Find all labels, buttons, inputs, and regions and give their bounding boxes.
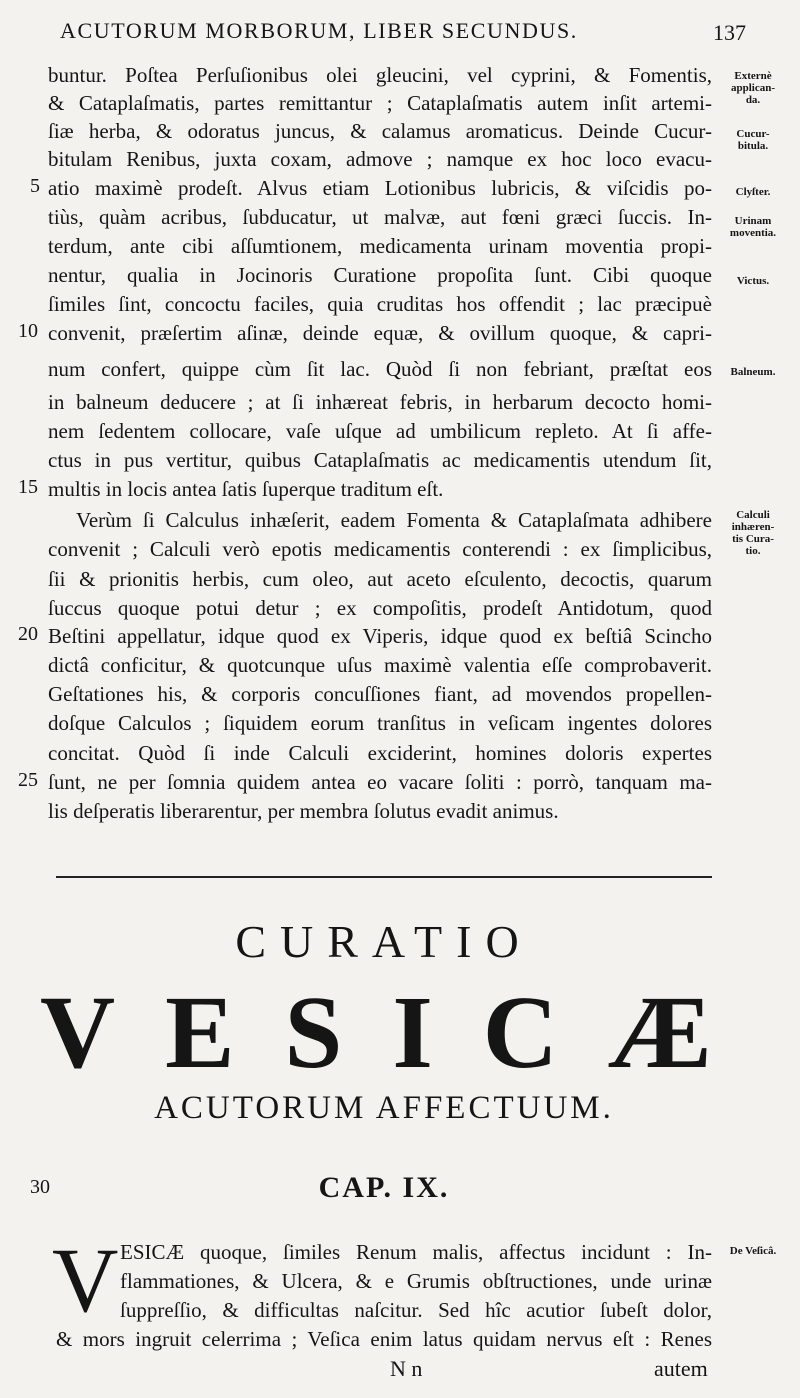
catchword: autem (654, 1356, 708, 1381)
side-note: Balneum. (730, 366, 776, 378)
body-line: concitat. Quòd ſi inde Calculi exciderint, homines doloris expertes (48, 741, 712, 765)
line-number: 5 (30, 175, 40, 197)
body-line: ſunt, ne per ſomnia quidem antea eo vacare ſoliti : porrò, tanquam ma- (48, 770, 712, 794)
line-number: 15 (18, 476, 38, 498)
body-line: Verùm ſi Calculus inhæſerit, eadem Fomenta & Cataplaſmata adhibere (76, 508, 712, 532)
body-line: lis deſperatis liberarentur, per membra ſolutus evadit animus. (48, 799, 559, 823)
body-line: ſimiles ſint, concoctu faciles, quia cruditas hos offendit ; lac præcipuè (48, 292, 712, 316)
body-line: bitulam Renibus, juxta coxam, admove ; namque ex hoc loco evacu- (48, 147, 712, 171)
body-line: convenit, præſertim aſinæ, deinde equæ, & ovillum quoque, & capri- (48, 321, 712, 345)
body-line: & Cataplaſmatis, partes remittantur ; Cataplaſmatis autem inſit artemi- (48, 91, 712, 115)
body-line: ſiæ herba, & odoratus juncus, & calamus aromaticus. Deinde Cucur- (48, 119, 712, 143)
chapter-line: & mors ingruit celerrima ; Veſica enim latus quidam nervus eſt : Renes (56, 1327, 712, 1351)
side-note: Externè applican- da. (730, 70, 775, 106)
body-line: ſuccus quoque potui detur ; ex compoſitis, prodeſt Antidotum, quod (48, 596, 712, 620)
body-line: buntur. Poſtea Perſuſionibus olei gleucini, vel cyprini, & Fomentis, (48, 63, 712, 87)
chapter-line: ſuppreſſio, & difficultas naſcitur. Sed hîc acutior ſubeſt dolor, (120, 1298, 712, 1322)
body-line: convenit ; Calculi verò epotis medicamentis conterendi : ex ſimplicibus, (48, 537, 712, 561)
body-line: tiùs, quàm acribus, ſubducatur, ut malvæ, aut fœni græci ſuccis. In- (48, 205, 712, 229)
chapter-title-line-3: ACUTORUM AFFECTUUM. (154, 1090, 614, 1126)
body-line: doſque Calculos ; ſiquidem eorum tranſitus in veſicam ingentes dolores (48, 711, 712, 735)
side-note: Victus. (736, 275, 770, 287)
running-head: ACUTORUM MORBORUM, LIBER SECUNDUS. (60, 18, 578, 43)
body-line: Geſtationes his, & corporis concuſſiones fiant, ad movendos propellen- (48, 682, 712, 706)
body-line: ctus in pus vertitur, quibus Cataplaſmatis ac medicamentis utendum ſit, (48, 448, 712, 472)
page-number: 137 (713, 20, 746, 45)
chapter-title-line-1: CURATIO (235, 916, 533, 967)
divider-rule (56, 876, 712, 878)
side-note: Urinam moventia. (729, 215, 777, 239)
body-line: terdum, ante cibi aſſumtionem, medicamenta urinam moventia propi- (48, 234, 712, 258)
body-line: ſii & prionitis herbis, cum oleo, aut aceto eſculento, decoctis, quarum (48, 567, 712, 591)
chapter-line: flammationes, & Ulcera, & e Grumis obſtructiones, unde urinæ (120, 1269, 712, 1293)
drop-cap: V (52, 1229, 119, 1331)
body-line: in balneum deducere ; at ſi inhæreat febris, in herbarum decocto homi- (48, 390, 712, 414)
body-line: multis in locis antea ſatis ſuperque traditum eſt. (48, 477, 444, 501)
body-line: nem ſedentem collocare, vaſe uſque ad umbilicum repleto. At ſi affe- (48, 419, 712, 443)
body-line: dictâ conficitur, & quotcunque uſus maximè valentia eſſe comprobaverit. (48, 653, 712, 677)
line-number: 20 (18, 623, 38, 645)
body-line: nentur, qualia in Jocinoris Curatione propoſita ſunt. Cibi quoque (48, 263, 712, 287)
side-note: Clyſter. (735, 186, 771, 198)
body-line: num confert, quippe cùm ſit lac. Quòd ſi non febriant, præſtat eos (48, 357, 712, 381)
chapter-line: ESICÆ quoque, ſimiles Renum malis, affectus incidunt : In- (120, 1240, 712, 1264)
signature-mark: N n (390, 1356, 423, 1381)
line-number: 30 (30, 1176, 50, 1198)
side-note: De Veſicâ. (729, 1245, 777, 1257)
chapter-title-line-2: VESICÆ (40, 975, 762, 1090)
chapter-heading: CAP. IX. (318, 1171, 450, 1204)
body-line: Beſtini appellatur, idque quod ex Viperis, idque quod ex beſtiâ Scincho (48, 624, 712, 648)
line-number: 25 (18, 769, 38, 791)
side-note: Cucur- bitula. (736, 128, 770, 152)
body-line: atio maximè prodeſt. Alvus etiam Lotionibus lubricis, & viſcidis po- (48, 176, 712, 200)
line-number: 10 (18, 320, 38, 342)
side-note: Calculi inhæren- tis Cura- tio. (731, 509, 775, 557)
